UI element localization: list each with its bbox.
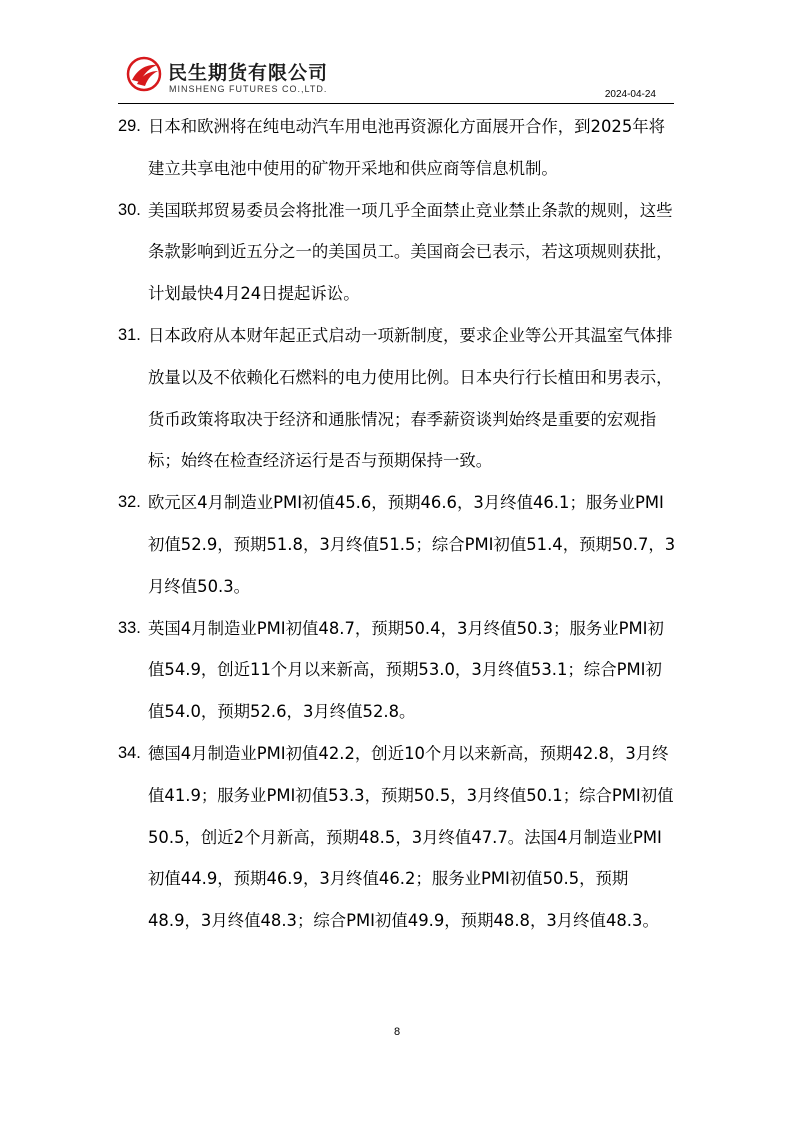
list-item <box>118 482 678 607</box>
item-number: 33. <box>118 618 141 637</box>
item-text: 美国联邦贸易委员会将批准一项几乎全面禁止竞业禁止条款的规则，这些条款影响到近五分之一的美国员工。美国商会已表示，若这项规则获批，计划最快4月24日提起诉讼。 <box>148 200 673 304</box>
page-header <box>118 48 674 104</box>
company-name-cn: 民生期货有限公司 <box>168 62 329 84</box>
minsheng-futures-logo-icon <box>126 56 162 92</box>
item-text: 德国4月制造业PMI初值42.2，创近10个月以来新高，预期42.8，3月终值41.9；服务业PMI初值53.3，预期50.5，3月终值50.1；综合PMI初值50.5，创近2个月新高，预期48.5，3月终值47.7。法国4月制造业PMI初值44.9，预期46.9，3月终值46.2；服务业PMI初值50.5，预期48.9，3月终值48.3；综合PMI初值49.9，预期48.8，3月终值48.3。 <box>148 743 674 931</box>
header-rule <box>118 103 674 104</box>
item-text: 欧元区4月制造业PMI初值45.6，预期46.6，3月终值46.1；服务业PMI初值52.9，预期51.8，3月终值51.5；综合PMI初值51.4，预期50.7，3月终值50.3。 <box>148 493 676 596</box>
item-number: 31. <box>118 325 141 344</box>
news-list <box>118 106 678 942</box>
report-date: 2024-04-24 <box>604 89 656 100</box>
list-item <box>118 190 678 315</box>
item-number: 34. <box>118 743 141 762</box>
list-item <box>118 733 678 942</box>
item-text: 英国4月制造业PMI初值48.7，预期50.4，3月终值50.3；服务业PMI初值54.9，创近11个月以来新高，预期53.0，3月终值53.1；综合PMI初值54.0，预期52.6，3月终值52.8。 <box>148 618 664 722</box>
item-text: 日本和欧洲将在纯电动汽车用电池再资源化方面展开合作，到2025年将建立共享电池中使用的矿物开采地和供应商等信息机制。 <box>148 117 666 178</box>
item-number: 30. <box>118 200 141 219</box>
list-item <box>118 106 678 190</box>
list-item <box>118 315 678 482</box>
page-number: 8 <box>393 1026 401 1038</box>
company-name-en: MINSHENG FUTURES CO.,LTD. <box>169 84 328 94</box>
item-text: 日本政府从本财年起正式启动一项新制度，要求企业等公开其温室气体排放量以及不依赖化石燃料的电力使用比例。日本央行行长植田和男表示，货币政策将取决于经济和通胀情况；春季薪资谈判始终是重要的宏观指标；始终在检查经济运行是否与预期保持一致。 <box>148 325 673 471</box>
list-item <box>118 608 678 733</box>
item-number: 32. <box>118 493 141 512</box>
item-number: 29. <box>118 117 141 135</box>
